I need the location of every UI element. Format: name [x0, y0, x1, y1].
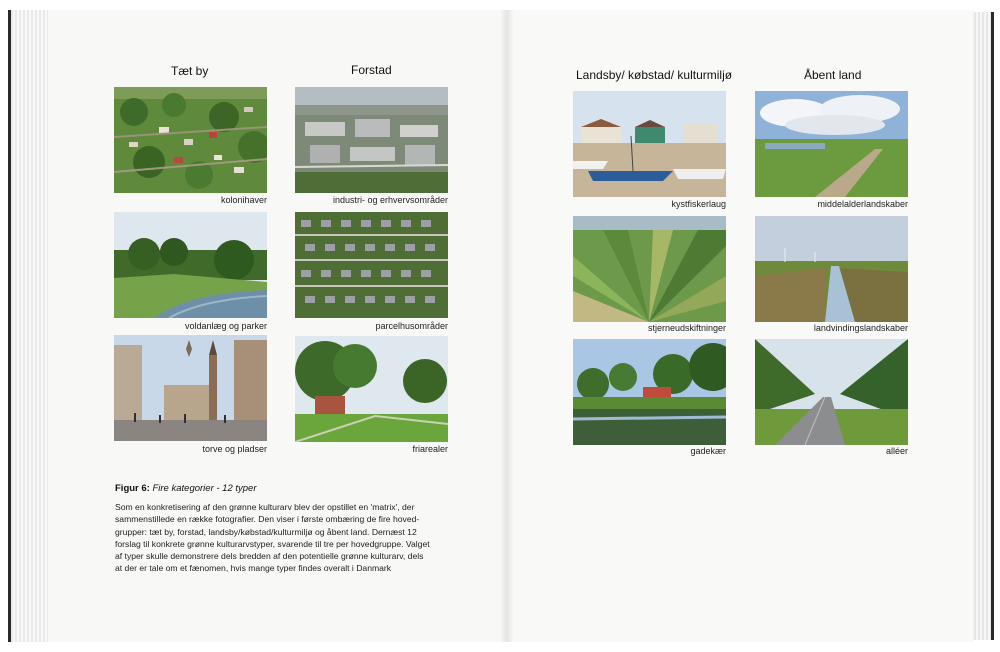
column-title-aabent-land: Åbent land — [804, 68, 862, 82]
book-edge-right — [972, 12, 994, 640]
photo-kystfiskerlaug — [573, 91, 726, 197]
photo-landvindingslandskaber — [755, 216, 908, 322]
photo-torve-og-pladser — [114, 335, 267, 441]
caption-industri-og-erhvervsomraader: industri- og erhvervsområder — [332, 195, 448, 205]
figure-body-line: af typer skulle demonstrere dels bredden af den potentielle grønne kulturarv, dels — [115, 551, 424, 562]
book-spine — [500, 10, 514, 642]
figure-title — [115, 483, 257, 494]
caption-alleer: alléer — [885, 446, 908, 456]
photo-friarealer — [295, 336, 448, 442]
photo-stjerneudskiftninger — [573, 216, 726, 322]
photo-middelalderlandskaber — [755, 91, 908, 197]
caption-parcelhusomraader: parcelhusområder — [375, 321, 448, 331]
caption-torve-og-pladser: torve og pladser — [202, 444, 267, 454]
caption-middelalderlandskaber: middelalderlandskaber — [817, 199, 908, 209]
photo-voldanlaeg-og-parker — [114, 212, 267, 318]
caption-landvindingslandskaber: landvindingslandskaber — [813, 323, 908, 333]
caption-kolonihaver: kolonihaver — [220, 195, 267, 205]
book-edge-left — [8, 10, 48, 642]
photo-alleer — [755, 339, 908, 445]
figure-label: Figur 6: — [115, 483, 150, 494]
photo-kolonihaver — [114, 87, 267, 193]
figure-body-line: Som en konkretisering af den grønne kulturarv blev der opstillet en 'matrix', der — [115, 502, 415, 512]
column-title-landsby: Landsby/ købstad/ kulturmiljø — [576, 68, 733, 82]
column-title-taet-by: Tæt by — [171, 64, 209, 78]
caption-friarealer: friarealer — [412, 444, 448, 454]
figure-body-line: forslag til konkrete grønne kulturarvstyper, svarende til tre per hovedgruppe. Valget — [115, 538, 430, 549]
figure-body — [115, 501, 455, 575]
photo-parcelhusomraader — [295, 212, 448, 318]
caption-gadekaer: gadekær — [690, 446, 726, 456]
photo-industri-og-erhvervsomraader — [295, 87, 448, 193]
figure-subtitle: Fire kategorier - 12 typer — [152, 483, 257, 494]
caption-voldanlaeg-og-parker: voldanlæg og parker — [184, 321, 267, 331]
figure-body-line: at der er tale om et fænomen, hvis mange typer findes overalt i Danmark — [115, 563, 392, 574]
caption-stjerneudskiftninger: stjerneudskiftninger — [647, 323, 726, 333]
column-title-forstad: Forstad — [351, 63, 392, 77]
photo-gadekaer — [573, 339, 726, 445]
figure-body-line: grupper: tæt by, forstad, landsby/købstad/kulturmiljø og åbent land. Dernæst 12 — [115, 526, 417, 537]
figure-body-line: sammenstillede en række fotografier. Den viser i første ombæring de fire hoved- — [115, 514, 420, 525]
caption-kystfiskerlaug: kystfiskerlaug — [671, 199, 726, 209]
